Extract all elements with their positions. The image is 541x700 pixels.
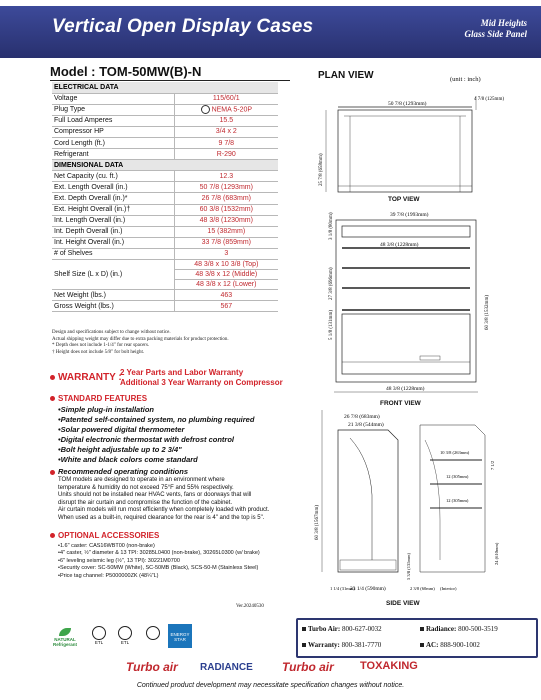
table-row xyxy=(52,193,278,204)
spec-value: 567 xyxy=(174,301,278,312)
paragraph-line: Units should not be installed near HVAC vents, fans or doorways that will xyxy=(58,492,252,499)
spec-label: Refrigerant xyxy=(52,149,174,160)
accessories-heading xyxy=(50,531,159,540)
warranty-line1: 2 Year Parts and Labor Warranty xyxy=(120,368,244,377)
spec-label: Plug Type xyxy=(52,104,174,115)
spec-label: Int. Length Overall (in.) xyxy=(52,215,174,226)
spec-label: Cord Length (ft.) xyxy=(52,137,174,148)
spec-table xyxy=(52,82,278,312)
side-shelf2-dim: 12 (305mm) xyxy=(446,474,469,479)
side-shelf3-dim: 12 (305mm) xyxy=(446,498,469,503)
recommended-heading xyxy=(50,467,188,476)
spec-value: 33 7/8 (859mm) xyxy=(174,237,278,248)
spec-label: Full Load Amperes xyxy=(52,115,174,126)
rohs-badge xyxy=(144,626,162,640)
rohs-icon xyxy=(146,626,160,640)
bullet-icon xyxy=(50,470,55,475)
paragraph-line: Air curtain models will run most efficiently when completely loaded with product. xyxy=(58,507,270,514)
dimensional-heading: DIMENSIONAL DATA xyxy=(52,160,278,171)
etl-icon xyxy=(92,626,106,640)
energy-star-badge xyxy=(168,624,192,648)
top-depth-dim: 25 7/8 (658mm) xyxy=(319,153,324,186)
spec-label: Voltage xyxy=(52,93,174,104)
top-view-label: TOP VIEW xyxy=(388,196,420,203)
leaf-icon xyxy=(59,628,71,636)
energy-star-label: ENERGY STAR xyxy=(170,632,190,642)
front-view-drawing xyxy=(334,220,478,392)
contact-turbo xyxy=(302,625,382,633)
spec-label: Ext. Length Overall (in.) xyxy=(52,182,174,193)
front-inner-dim: 48 3/8 (1228mm) xyxy=(380,242,419,248)
contact-label: Radiance: xyxy=(426,625,457,633)
bullet-icon xyxy=(302,643,306,647)
table-row xyxy=(52,226,278,237)
note-line: Design and specifications subject to change without notice. xyxy=(52,330,171,335)
side-shelf1-dim: 10 3/8 (263mm) xyxy=(440,450,470,455)
contact-phone[interactable]: 800-500-3519 xyxy=(458,625,498,633)
spec-value: 50 7/8 (1293mm) xyxy=(174,182,278,193)
spec-label: Int. Height Overall (in.) xyxy=(52,237,174,248)
unit-label: (unit : inch) xyxy=(450,76,481,83)
spec-value: R-290 xyxy=(174,149,278,160)
plug-icon xyxy=(201,105,210,114)
list-item: • 1.6" caster: CAS16WBT00 (non-brake) xyxy=(58,543,260,550)
note-line: * Depth does not include 1-1/4" for rear spacers. xyxy=(52,343,150,348)
contact-label: Turbo Air: xyxy=(308,625,341,633)
table-row xyxy=(52,126,278,137)
toxaking-logo: TOXAKING xyxy=(360,660,418,672)
subtitle-line2: Glass Side Panel xyxy=(464,29,527,39)
spec-notes xyxy=(52,330,292,356)
side-h5-dim: 5 3/8 (135mm) xyxy=(406,553,411,580)
page-title: Vertical Open Display Cases xyxy=(52,16,314,37)
spec-value: 26 7/8 (683mm) xyxy=(174,193,278,204)
front-bottom-dim: 48 3/8 (1228mm) xyxy=(386,386,425,392)
features-heading xyxy=(50,394,147,403)
bullet-icon xyxy=(50,396,55,401)
list-item: • Security cover: SC-50MW (White), SC-50MB (Black), SCS-50-M (Stainless Steel) xyxy=(58,565,260,572)
bullet-icon xyxy=(420,643,424,647)
side-base-dim: 23 1/4 (590mm) xyxy=(350,586,386,592)
warranty-label xyxy=(50,372,122,383)
list-item: • Solar powered digital thermometer xyxy=(58,425,254,435)
spec-value: 463 xyxy=(174,290,278,301)
list-item: • Simple plug-in installation xyxy=(58,405,254,415)
side-gap-dim: 7 1/2 xyxy=(490,460,495,470)
table-row xyxy=(52,115,278,126)
list-item: • Digital electronic thermostat with defrost control xyxy=(58,435,254,445)
contact-phone[interactable]: 800-381-7770 xyxy=(341,641,382,649)
list-item: • 6" leveling seismic leg (½", 13 TPI): 30221M0700 xyxy=(58,558,260,565)
spec-value: 3/4 x 2 xyxy=(174,126,278,137)
side-h2-dim: 2 3/8 (60mm) xyxy=(410,586,435,591)
spec-value: 3 xyxy=(174,248,278,259)
paragraph-line: TOM models are designed to operate in an environment where xyxy=(58,477,225,483)
spec-label: # of Shelves xyxy=(52,248,174,259)
contact-ac xyxy=(420,641,480,649)
front-view-label: FRONT VIEW xyxy=(380,400,421,407)
plan-view-heading: PLAN VIEW xyxy=(318,70,374,81)
spec-value: 12.3 xyxy=(174,171,278,182)
note-line: Actual shipping weight may differ due to extra packing materials for product protection. xyxy=(52,336,229,342)
table-row xyxy=(52,137,278,148)
table-row xyxy=(52,215,278,226)
table-row xyxy=(52,104,278,115)
natural-label: NATURAL Refrigerant xyxy=(52,637,77,647)
table-row xyxy=(52,93,278,104)
bullet-icon xyxy=(302,627,306,631)
turbo-air-logo-2: Turbo air xyxy=(282,660,334,674)
model-number: Model : TOM-50MW(B)-N xyxy=(50,64,202,79)
spec-label: Net Capacity (cu. ft.) xyxy=(52,171,174,182)
side-interior-label: (Interior) xyxy=(440,586,457,591)
features-heading-text: STANDARD FEATURES xyxy=(58,394,148,403)
table-row xyxy=(52,248,278,259)
spec-value: 9 7/8 xyxy=(174,137,278,148)
plug-cell xyxy=(174,104,278,115)
recommended-body xyxy=(58,477,294,523)
certifications xyxy=(48,620,218,660)
table-row xyxy=(52,290,278,301)
version-label: Ver.20240530 xyxy=(236,604,264,609)
top-view-drawing xyxy=(326,96,476,192)
spec-value: NEMA 5-20P xyxy=(211,106,253,114)
subtitle-line1: Mid Heights xyxy=(480,18,527,28)
spec-label: Ext. Depth Overall (in.)* xyxy=(52,193,174,204)
front-h1-dim: 3 1/8 (80mm) xyxy=(329,212,334,240)
divider xyxy=(50,80,290,81)
side-total-dim: 60 3/8 (1567mm) xyxy=(315,505,320,540)
spec-label: Int. Depth Overall (in.) xyxy=(52,226,174,237)
front-h2-dim: 27 3/8 (696mm) xyxy=(329,267,334,300)
contact-radiance xyxy=(420,625,498,633)
electrical-heading: ELECTRICAL DATA xyxy=(52,82,278,93)
side-view-label: SIDE VIEW xyxy=(386,600,420,607)
features-list xyxy=(58,405,254,465)
side-inner-dim: 21 3/8 (544mm) xyxy=(348,422,384,428)
table-row xyxy=(52,149,278,160)
spec-value: 48 3/8 x 10 3/8 (Top) xyxy=(174,260,278,270)
spec-value: 48 3/8 x 12 (Lower) xyxy=(174,280,278,290)
table-row xyxy=(52,182,278,193)
bullet-icon xyxy=(50,533,55,538)
footer-disclaimer: Continued product development may necessitate specification changes without notice. xyxy=(136,682,405,689)
contact-phone[interactable]: 888-900-1002 xyxy=(440,641,480,649)
spec-value: 15.5 xyxy=(174,115,278,126)
top-width-dim: 50 7/8 (1293mm) xyxy=(388,101,427,107)
note-line: † Height does not include 5/8" for bolt height. xyxy=(52,349,145,355)
front-total-dim: 60 3/8 (1532mm) xyxy=(485,295,490,330)
spec-label: Shelf Size (L x D) (in.) xyxy=(52,260,174,290)
top-clearance-dim: 4 7/8 (125mm) xyxy=(474,97,504,102)
list-item: • Price tag channel: P5000000ZK (48¼"L) xyxy=(58,573,260,580)
front-h3-dim: 5 1/8 (131mm) xyxy=(329,310,334,340)
turbo-air-logo: Turbo air xyxy=(126,660,178,674)
table-row xyxy=(52,237,278,248)
warranty-line2: Additional 3 Year Warranty on Compressor xyxy=(120,378,283,387)
spec-value: 115/60/1 xyxy=(174,93,278,104)
contact-label: AC: xyxy=(426,641,439,649)
spec-value: 48 3/8 x 12 (Middle) xyxy=(174,270,278,280)
spec-value: 60 3/8 (1532mm) xyxy=(174,204,278,215)
spec-label: Ext. Height Overall (in.)† xyxy=(52,204,174,215)
bullet-icon xyxy=(50,375,55,380)
list-item: • White and black colors come standard xyxy=(58,455,254,465)
side-depth-dim: 26 7/8 (683mm) xyxy=(344,414,380,420)
paragraph-line: temperature & humidity do not exceed 75°F and 55% respectively. xyxy=(58,484,234,491)
contact-label: Warranty: xyxy=(308,641,340,649)
paragraph-line: disrupt the air curtain and compromise the function of the cabinet. xyxy=(58,499,233,506)
header-banner xyxy=(0,6,541,58)
spec-label: Compressor HP xyxy=(52,126,174,137)
contact-warranty xyxy=(302,641,381,649)
etl-sanitation-badge xyxy=(116,626,134,645)
recommended-heading-text: Recommended operating conditions xyxy=(58,467,189,476)
brand-logos xyxy=(0,660,541,680)
etl-icon xyxy=(118,626,132,640)
list-item: • 4" caster, ½" diameter & 13 TPI: 30285L0400 (non-brake), 30265L0300 (w/ brake) xyxy=(58,550,260,557)
list-item: • Patented self-contained system, no plumbing required xyxy=(58,415,254,425)
paragraph-line: When used as a built-in, required clearance for the rear is 4" and the top is 5". xyxy=(58,514,265,521)
table-row xyxy=(52,204,278,215)
spec-value: 15 (382mm) xyxy=(174,226,278,237)
etl-label: ETL xyxy=(120,640,130,645)
warranty-label-text: WARRANTY : xyxy=(58,372,122,383)
bullet-icon xyxy=(420,627,424,631)
side-h24-dim: 24 (610mm) xyxy=(494,542,499,565)
contact-box xyxy=(296,618,538,658)
accessories-list xyxy=(58,543,260,580)
etl-label: ETL xyxy=(94,640,104,645)
table-row xyxy=(52,301,278,312)
accessories-heading-text: OPTIONAL ACCESSORIES xyxy=(58,531,160,540)
table-row xyxy=(52,260,278,270)
spec-label: Gross Weight (lbs.) xyxy=(52,301,174,312)
radiance-logo: RADIANCE xyxy=(200,662,253,673)
spec-label: Net Weight (lbs.) xyxy=(52,290,174,301)
front-outer-dim: 39 7/8 (1993mm) xyxy=(390,212,429,218)
contact-phone[interactable]: 800-627-0032 xyxy=(341,625,382,633)
side-h1-dim: 1 1/4 (31mm) xyxy=(330,586,355,591)
header-subtitle xyxy=(464,18,527,40)
list-item: • Bolt height adjustable up to 2 3/4" xyxy=(58,445,254,455)
spec-value: 48 3/8 (1230mm) xyxy=(174,215,278,226)
table-row xyxy=(52,171,278,182)
side-view-drawing xyxy=(322,410,485,572)
natural-refrigerant-badge xyxy=(48,628,82,647)
etl-badge xyxy=(90,626,108,645)
